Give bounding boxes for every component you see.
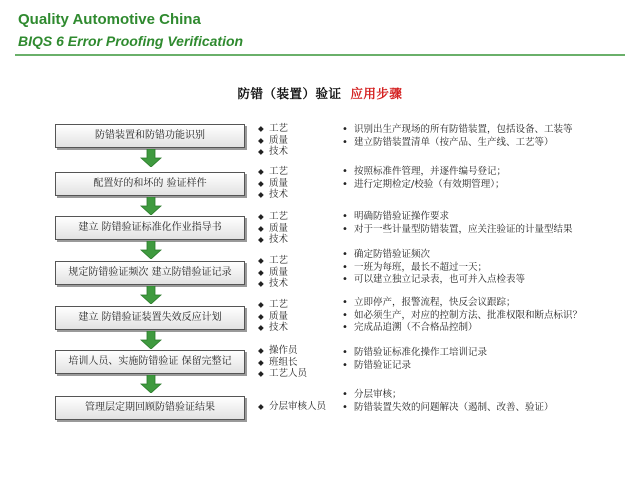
steps-list-6 bbox=[340, 347, 610, 372]
flow-step-3: 建立 防错验证标准化作业指导书 bbox=[55, 216, 245, 240]
step-item: • 一班为每班，最长不超过一天； bbox=[340, 262, 610, 275]
role-item: ◆ 技术 bbox=[258, 146, 288, 158]
step-item: • 可以建立独立记录表，也可并入点检表等 bbox=[340, 274, 610, 287]
role-item: ◆ 班组长 bbox=[258, 357, 307, 369]
role-item: ◆ 工艺 bbox=[258, 255, 288, 267]
flow-step-7: 管理层定期回顾防错验证结果 bbox=[55, 396, 245, 420]
step-item: • 完成品追溯（不合格品控制） bbox=[340, 322, 610, 335]
step-item: • 如必须生产，对应的控制方法、批准权限和断点标识？ bbox=[340, 310, 610, 323]
steps-list-4 bbox=[340, 249, 610, 287]
step-item: • 明确防错验证操作要求 bbox=[340, 211, 610, 224]
step-item: • 防错装置失效的问题解决（遏制、改善、验证） bbox=[340, 402, 610, 415]
roles-list-4 bbox=[258, 255, 288, 290]
steps-list-7 bbox=[340, 389, 610, 414]
steps-list-3 bbox=[340, 211, 610, 236]
role-item: ◆ 工艺 bbox=[258, 166, 288, 178]
slide-title bbox=[0, 84, 640, 102]
role-item: ◆ 工艺 bbox=[258, 299, 288, 311]
role-item: ◆ 分层审核人员 bbox=[258, 401, 326, 413]
step-item: • 防错验证标准化操作工培训记录 bbox=[340, 347, 610, 360]
step-item: • 分层审核； bbox=[340, 389, 610, 402]
slide-title-highlight: 应用步骤 bbox=[350, 86, 403, 101]
steps-list-1 bbox=[340, 124, 610, 149]
company-title: Quality Automotive China bbox=[18, 11, 201, 28]
flow-arrow-4 bbox=[140, 286, 162, 304]
slide-title-main: 防错（装置）验证 bbox=[237, 86, 342, 101]
role-item: ◆ 质量 bbox=[258, 311, 288, 323]
role-item: ◆ 质量 bbox=[258, 267, 288, 279]
flow-arrow-3 bbox=[140, 241, 162, 259]
role-item: ◆ 工艺 bbox=[258, 211, 288, 223]
role-item: ◆ 技术 bbox=[258, 234, 288, 246]
role-item: ◆ 工艺 bbox=[258, 123, 288, 135]
flow-arrow-6 bbox=[140, 375, 162, 393]
header-divider bbox=[15, 54, 625, 56]
role-item: ◆ 质量 bbox=[258, 135, 288, 147]
roles-list-2 bbox=[258, 166, 288, 201]
flow-step-2: 配置好的和坏的 验证样件 bbox=[55, 172, 245, 196]
role-item: ◆ 质量 bbox=[258, 223, 288, 235]
step-item: • 立即停产，报警流程，快反会议跟踪； bbox=[340, 297, 610, 310]
step-item: • 确定防错验证频次 bbox=[340, 249, 610, 262]
steps-list-2 bbox=[340, 166, 610, 191]
step-item: • 进行定期检定/校验（有效期管理）； bbox=[340, 179, 610, 192]
roles-list-1 bbox=[258, 123, 288, 158]
presentation-subtitle: BIQS 6 Error Proofing Verification bbox=[18, 33, 244, 49]
step-item: • 对于一些计量型防错装置，应关注验证的计量型结果 bbox=[340, 224, 610, 237]
role-item: ◆ 操作员 bbox=[258, 345, 307, 357]
step-item: • 按照标准件管理，并逐件编号登记； bbox=[340, 166, 610, 179]
flow-arrow-1 bbox=[140, 149, 162, 167]
role-item: ◆ 技术 bbox=[258, 189, 288, 201]
role-item: ◆ 技术 bbox=[258, 278, 288, 290]
roles-list-3 bbox=[258, 211, 288, 246]
flow-step-5: 建立 防错验证装置失效反应计划 bbox=[55, 306, 245, 330]
step-item: • 识别出生产现场的所有防错装置，包括设备、工装等 bbox=[340, 124, 610, 137]
flow-arrow-2 bbox=[140, 197, 162, 215]
roles-list-7 bbox=[258, 401, 326, 413]
step-item: • 建立防错装置清单（按产品、生产线、工艺等） bbox=[340, 137, 610, 150]
roles-list-5 bbox=[258, 299, 288, 334]
step-item: • 防错验证记录 bbox=[340, 360, 610, 373]
steps-list-5 bbox=[340, 297, 610, 335]
role-item: ◆ 工艺人员 bbox=[258, 368, 307, 380]
flow-step-6: 培训人员、实施防错验证 保留完整记 bbox=[55, 350, 245, 374]
role-item: ◆ 质量 bbox=[258, 178, 288, 190]
roles-list-6 bbox=[258, 345, 307, 380]
flow-arrow-5 bbox=[140, 331, 162, 349]
flow-step-4: 规定防错验证频次 建立防错验证记录 bbox=[55, 261, 245, 285]
role-item: ◆ 技术 bbox=[258, 322, 288, 334]
flow-step-1: 防错装置和防错功能识别 bbox=[55, 124, 245, 148]
